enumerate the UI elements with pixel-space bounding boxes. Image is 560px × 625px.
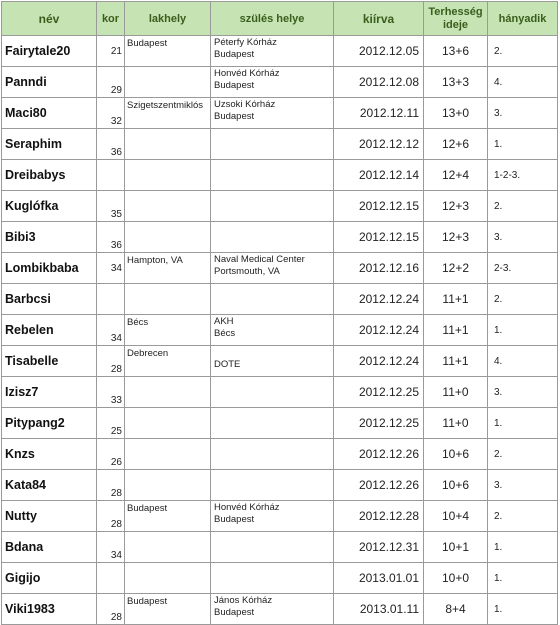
cell-kiirva: 2012.12.25 [334,377,424,408]
cell-hanyadik: 3. [488,470,558,501]
header-nev: név [2,2,97,36]
cell-kor: 25 [97,408,125,439]
cell-terhesseg-ideje: 12+2 [424,253,488,284]
table-row [2,594,558,625]
table-row [2,377,558,408]
cell-nev: Kata84 [2,470,97,501]
cell-hanyadik: 1. [488,563,558,594]
cell-szules-helye [211,191,334,222]
cell-nev: Bibi3 [2,222,97,253]
cell-szules-helye [211,439,334,470]
szules-line1 [214,161,333,173]
table-row [2,129,558,160]
szules-line1 [214,533,333,545]
cell-hanyadik: 2-3. [488,253,558,284]
szules-line1: Péterfy Kórház [214,37,277,48]
cell-szules-helye [211,36,334,67]
cell-szules-helye [211,98,334,129]
cell-nev: Gigijo [2,563,97,594]
cell-nev: Dreibabys [2,160,97,191]
szules-line2: Budapest [214,49,255,60]
table-row [2,98,558,129]
header-row [2,2,558,36]
header-szules-helye: szülés helye [211,2,334,36]
cell-nev: Knzs [2,439,97,470]
cell-lakhely: Debrecen [125,346,211,377]
cell-lakhely [125,377,211,408]
cell-terhesseg-ideje: 12+4 [424,160,488,191]
cell-terhesseg-ideje: 10+1 [424,532,488,563]
cell-szules-helye [211,222,334,253]
cell-kor: 21 [97,36,125,67]
cell-hanyadik: 4. [488,346,558,377]
cell-kiirva: 2012.12.26 [334,470,424,501]
cell-kor: 35 [97,191,125,222]
szules-line2: Bécs [214,328,236,339]
cell-kor [97,563,125,594]
cell-nev: Kuglófka [2,191,97,222]
szules-line1: Honvéd Kórház [214,502,280,513]
cell-hanyadik: 1. [488,315,558,346]
cell-szules-helye [211,470,334,501]
szules-line2: Budapest [214,514,255,525]
table-row [2,408,558,439]
cell-kor [97,160,125,191]
cell-kiirva: 2012.12.31 [334,532,424,563]
cell-lakhely [125,191,211,222]
cell-lakhely: Budapest [125,594,211,625]
cell-lakhely [125,532,211,563]
header-kiirva: kiírva [334,2,424,36]
cell-szules-helye [211,129,334,160]
cell-kiirva: 2012.12.26 [334,439,424,470]
cell-hanyadik: 2. [488,191,558,222]
cell-kiirva: 2012.12.12 [334,129,424,160]
cell-nev: Nutty [2,501,97,532]
cell-szules-helye [211,346,334,377]
szules-line2: Portsmouth, VA [214,266,280,277]
szules-line1 [214,285,333,297]
cell-terhesseg-ideje: 12+3 [424,191,488,222]
cell-kor [97,284,125,315]
cell-hanyadik: 3. [488,222,558,253]
cell-szules-helye [211,315,334,346]
cell-terhesseg-ideje: 12+6 [424,129,488,160]
cell-terhesseg-ideje: 10+6 [424,439,488,470]
szules-line2: DOTE [214,359,241,370]
cell-lakhely [125,439,211,470]
header-terhesseg-line1: Terhesség [428,5,483,18]
table-row [2,253,558,284]
cell-terhesseg-ideje: 12+3 [424,222,488,253]
szules-line1: AKH [214,316,234,327]
szules-line2: Budapest [214,80,255,91]
cell-kor: 28 [97,470,125,501]
cell-kor: 29 [97,67,125,98]
szules-line1 [214,347,333,359]
cell-hanyadik: 3. [488,98,558,129]
cell-hanyadik: 1. [488,408,558,439]
cell-kiirva: 2012.12.14 [334,160,424,191]
table-row [2,67,558,98]
due-date-table [1,1,558,625]
cell-nev: Pitypang2 [2,408,97,439]
table-row [2,346,558,377]
szules-line1 [214,378,333,390]
cell-nev: Tisabelle [2,346,97,377]
table-row [2,222,558,253]
cell-terhesseg-ideje: 13+3 [424,67,488,98]
header-kor: kor [97,2,125,36]
header-terhesseg-line2: ideje [442,18,469,31]
cell-kiirva: 2012.12.16 [334,253,424,284]
cell-lakhely [125,222,211,253]
cell-terhesseg-ideje: 11+0 [424,408,488,439]
cell-szules-helye [211,594,334,625]
cell-kiirva: 2012.12.11 [334,98,424,129]
cell-kiirva: 2013.01.01 [334,563,424,594]
cell-terhesseg-ideje: 10+0 [424,563,488,594]
cell-szules-helye [211,253,334,284]
header-hanyadik: hányadik [488,2,558,36]
cell-kiirva: 2012.12.25 [334,408,424,439]
cell-kor: 28 [97,346,125,377]
cell-kiirva: 2012.12.28 [334,501,424,532]
cell-szules-helye [211,501,334,532]
szules-line1 [214,130,333,142]
table-row [2,36,558,67]
szules-line1: Honvéd Kórház [214,68,280,79]
cell-kiirva: 2012.12.05 [334,36,424,67]
cell-kor: 32 [97,98,125,129]
cell-nev: Bdana [2,532,97,563]
cell-kiirva: 2013.01.11 [334,594,424,625]
cell-kor: 34 [97,253,125,284]
table-row [2,532,558,563]
cell-lakhely: Bécs [125,315,211,346]
cell-lakhely: Budapest [125,36,211,67]
cell-kiirva: 2012.12.15 [334,222,424,253]
cell-terhesseg-ideje: 13+0 [424,98,488,129]
cell-szules-helye [211,563,334,594]
cell-szules-helye [211,408,334,439]
cell-terhesseg-ideje: 11+0 [424,377,488,408]
szules-line2: Budapest [214,111,255,122]
table-row [2,470,558,501]
cell-terhesseg-ideje: 13+6 [424,36,488,67]
cell-hanyadik: 1. [488,594,558,625]
cell-nev: Lombikbaba [2,253,97,284]
szules-line1 [214,409,333,421]
cell-nev: Izisz7 [2,377,97,408]
cell-lakhely [125,470,211,501]
cell-kor: 28 [97,501,125,532]
cell-terhesseg-ideje: 10+6 [424,470,488,501]
table-row [2,191,558,222]
table-row [2,315,558,346]
cell-kor: 28 [97,594,125,625]
cell-lakhely [125,160,211,191]
cell-hanyadik: 2. [488,439,558,470]
cell-szules-helye [211,377,334,408]
table-body [2,36,558,625]
cell-hanyadik: 1-2-3. [488,160,558,191]
cell-kor: 34 [97,532,125,563]
cell-hanyadik: 2. [488,36,558,67]
cell-kiirva: 2012.12.24 [334,315,424,346]
cell-hanyadik: 1. [488,532,558,563]
cell-terhesseg-ideje: 11+1 [424,346,488,377]
header-terhesseg-ideje [424,2,488,36]
cell-nev: Viki1983 [2,594,97,625]
cell-kor: 26 [97,439,125,470]
szules-line1 [214,223,333,235]
szules-line1: János Kórház [214,595,273,606]
header-lakhely: lakhely [125,2,211,36]
szules-line1 [214,440,333,452]
cell-kiirva: 2012.12.15 [334,191,424,222]
cell-terhesseg-ideje: 11+1 [424,284,488,315]
table-row [2,501,558,532]
cell-kor: 36 [97,222,125,253]
table-row [2,160,558,191]
cell-hanyadik: 3. [488,377,558,408]
cell-nev: Maci80 [2,98,97,129]
cell-kiirva: 2012.12.08 [334,67,424,98]
table-header [2,2,558,36]
cell-hanyadik: 2. [488,284,558,315]
cell-terhesseg-ideje: 11+1 [424,315,488,346]
cell-lakhely [125,408,211,439]
cell-kor: 33 [97,377,125,408]
cell-nev: Barbcsi [2,284,97,315]
cell-lakhely: Budapest [125,501,211,532]
cell-szules-helye [211,67,334,98]
cell-hanyadik: 2. [488,501,558,532]
cell-szules-helye [211,532,334,563]
szules-line1 [214,471,333,483]
cell-szules-helye [211,284,334,315]
szules-line1 [214,564,333,576]
cell-lakhely: Hampton, VA [125,253,211,284]
cell-terhesseg-ideje: 10+4 [424,501,488,532]
szules-line2: Budapest [214,607,255,618]
cell-nev: Seraphim [2,129,97,160]
cell-hanyadik: 4. [488,67,558,98]
szules-line1 [214,192,333,204]
cell-kor: 36 [97,129,125,160]
cell-lakhely [125,129,211,160]
szules-line1: Naval Medical Center [214,254,305,265]
table-row [2,284,558,315]
cell-hanyadik: 1. [488,129,558,160]
cell-nev: Panndi [2,67,97,98]
cell-nev: Rebelen [2,315,97,346]
cell-szules-helye [211,160,334,191]
cell-terhesseg-ideje: 8+4 [424,594,488,625]
cell-lakhely [125,67,211,98]
szules-line1: Uzsoki Kórház [214,99,276,110]
table-row [2,563,558,594]
cell-nev: Fairytale20 [2,36,97,67]
table-row [2,439,558,470]
cell-lakhely [125,284,211,315]
cell-lakhely [125,563,211,594]
cell-lakhely: Szigetszentmiklós [125,98,211,129]
cell-kiirva: 2012.12.24 [334,284,424,315]
cell-kor: 34 [97,315,125,346]
cell-kiirva: 2012.12.24 [334,346,424,377]
